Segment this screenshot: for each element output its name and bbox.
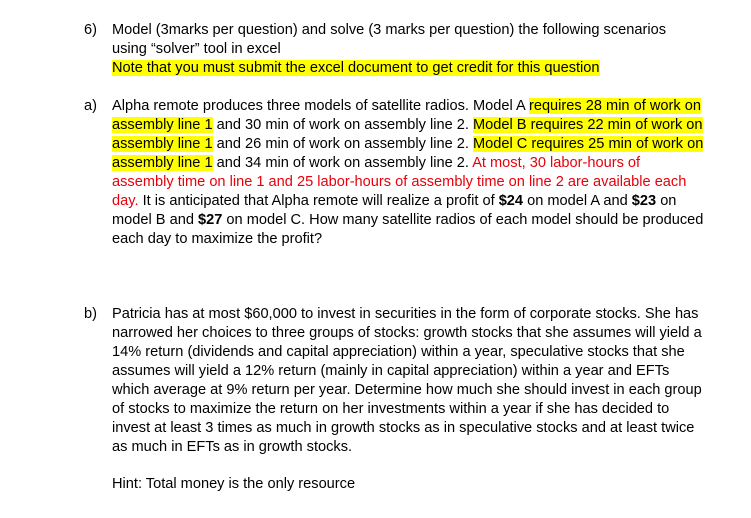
profit-model-c: $27 [198, 212, 223, 228]
question-a-text-7: on model B and [112, 193, 677, 228]
question-6-line-1: Model (3marks per question) and solve (3 marks per question) the following scenarios [112, 22, 667, 38]
question-b-number: b) [84, 306, 97, 322]
question-a-body [112, 97, 704, 249]
model-b-line1-highlight: Model B requires 22 min of work on assembly line 1 [112, 117, 703, 152]
question-b [84, 305, 704, 457]
question-a-text-8: on model C. How many satellite radios of each model should be produced each day to maximize the profit? [112, 212, 704, 247]
hint-text: Hint: Total money is the only resource [112, 476, 356, 492]
question-a-text-6: on model A and [523, 193, 632, 209]
question-a-text-3: and 26 min of work on assembly line 2. [212, 136, 473, 152]
question-a-text-1: Alpha remote produces three models of satellite radios. Model A [112, 98, 529, 114]
submission-note: Note that you must submit the excel document to get credit for this question [112, 60, 600, 76]
profit-model-a: $24 [498, 193, 524, 209]
question-b-body: Patricia has at most $60,000 to invest in securities in the form of corporate stocks. She has narrowed her choices to three groups of stocks: growth stocks that she assumes will yield a 14% return (dividends and capital appreciation) within a year, speculative stocks that she assumes will yield a 12% return (mainly in capital appreciation) within a year and EFTs which average at 9% return per year. Determine how much she should invest in each group of stocks to maximize the return on her investments within a year if she has decided to invest at least 3 times as much in growth stocks as in speculative stocks and at least twice as much in EFTs as in growth stocks. [112, 306, 702, 455]
question-a-number: a) [84, 98, 97, 114]
model-c-line1-highlight: Model C requires 25 min of work on assembly line 1 [112, 136, 704, 171]
profit-model-b: $23 [631, 193, 657, 209]
question-6-body [112, 21, 704, 78]
model-a-line1-highlight: requires 28 min of work on assembly line 1 [112, 98, 701, 133]
question-a-text-4: and 34 min of work on assembly line 2. [212, 155, 473, 171]
question-6 [84, 21, 704, 78]
question-6-number: 6) [84, 22, 97, 38]
question-a [84, 97, 704, 249]
question-6-line-2: using “solver” tool in excel [112, 41, 281, 57]
question-a-text-5: It is anticipated that Alpha remote will realize a profit of [138, 193, 499, 209]
question-a-text-2: and 30 min of work on assembly line 2. [212, 117, 473, 133]
labor-hours-constraint: At most, 30 labor-hours of assembly time on line 1 and 25 labor-hours of assembly time on line 2 are available each day. [112, 155, 687, 209]
